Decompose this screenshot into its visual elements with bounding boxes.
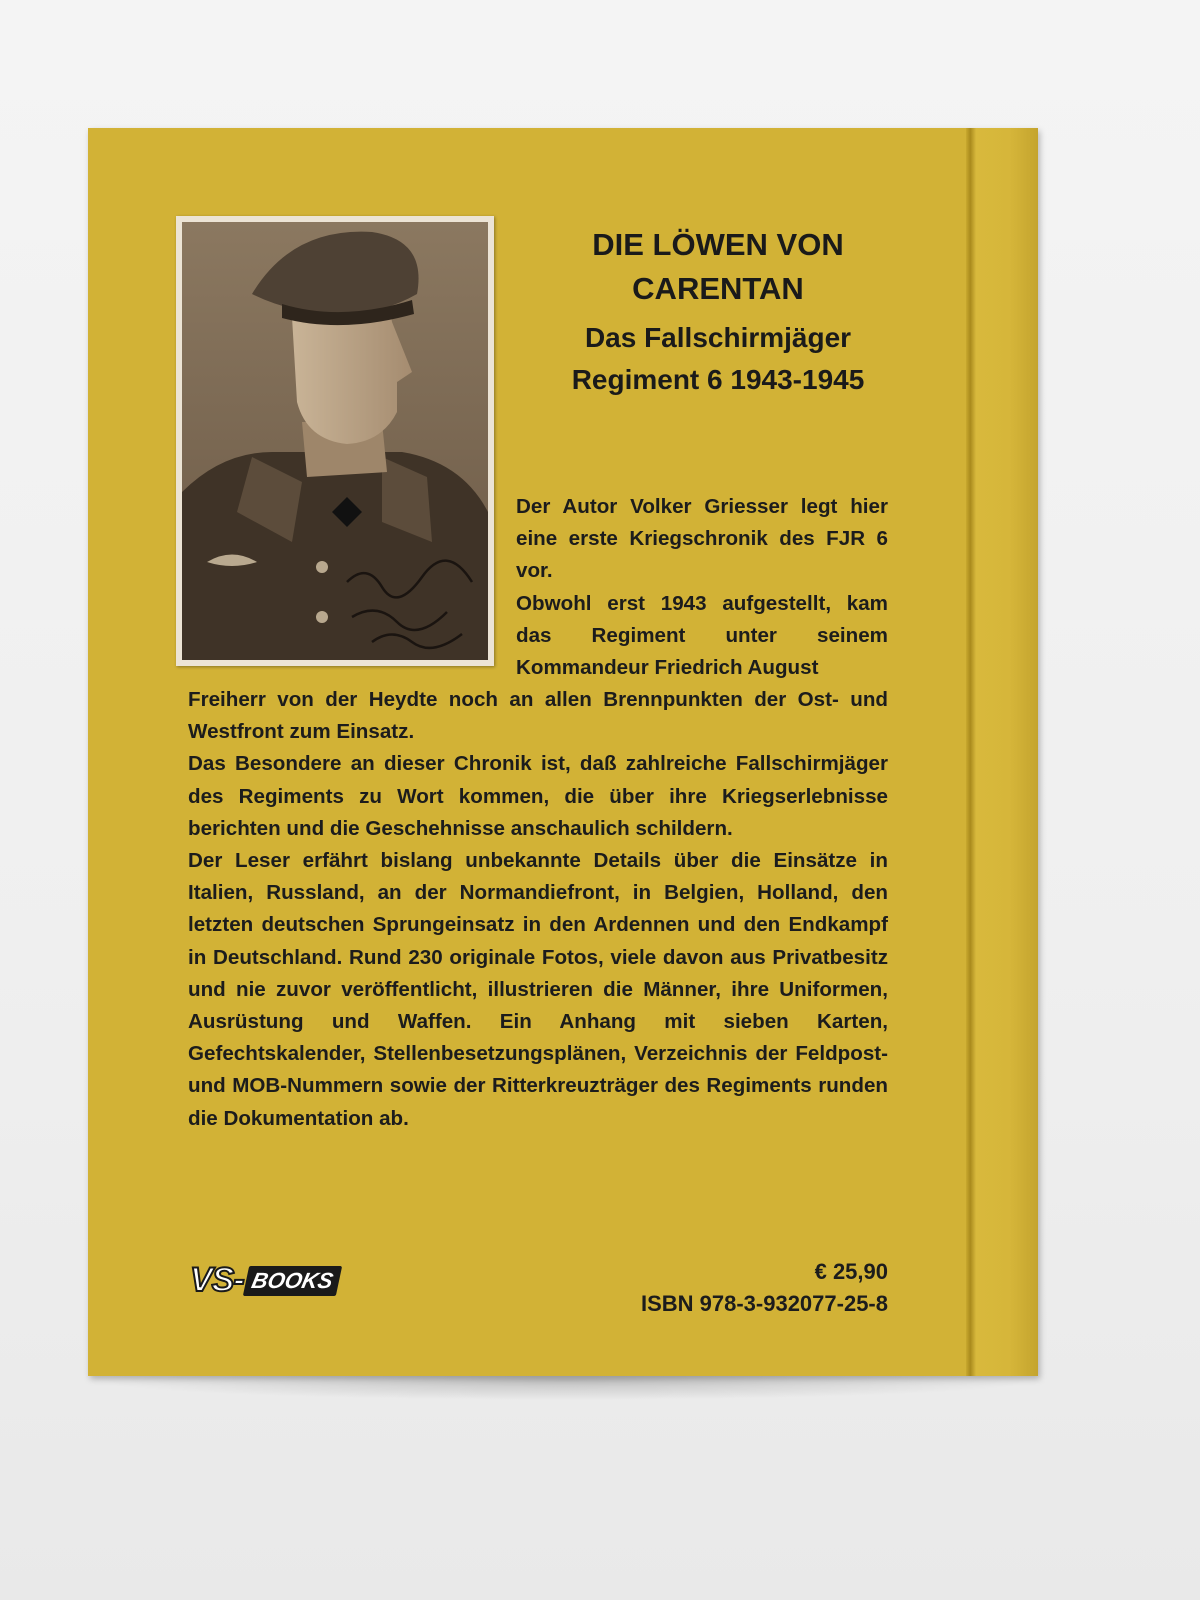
- portrait-photo: [176, 216, 494, 666]
- publisher-logo-vs: VS-: [190, 1261, 244, 1299]
- blurb-narrow: [516, 491, 888, 684]
- isbn: ISBN 978-3-932077-25-8: [640, 1291, 888, 1316]
- price-block: [641, 1256, 888, 1320]
- price: € 25,90: [814, 1259, 888, 1284]
- title-line-1: DIE LÖWEN VON: [592, 227, 844, 262]
- publisher-logo-books: BOOKS: [242, 1266, 341, 1296]
- blurb-paragraph: Der Leser erfährt bislang unbekannte Details über die Einsätze in Italien, Russland, an der Normandiefront, in Belgien, Holland, den letzten deutschen Sprungeinsatz in den Ardennen und den Endkampf in Deutschland. Rund 230 originale Fotos, viele davon aus Privatbesitz und nie zuvor veröffentlicht, illustrieren die Männer, ihre Uniformen, Ausrüstung und Waffen. Ein Anhang mit sieben Karten, Gefechtskalender, Stellenbesetzungsplänen, Verzeichnis der Feldpost- und MOB-Nummern sowie der Ritterkreuzträger des Regiments runden die Dokumentation ab.: [188, 849, 888, 1130]
- blurb-paragraph: Obwohl erst 1943 aufgestellt, kam das Regiment unter seinem Kommandeur Friedrich August: [516, 591, 888, 680]
- publisher-logo: [190, 1261, 338, 1300]
- subtitle-line-2: Regiment 6 1943-1945: [571, 364, 865, 395]
- book-title: [508, 223, 928, 401]
- blurb-paragraph: Das Besondere an dieser Chronik ist, daß zahlreiche Fallschirmjäger des Regiments zu Wort kommen, die über ihre Kriegserlebnisse berichten und die Geschehnisse anschaulich schildern.: [188, 752, 888, 840]
- title-line-2: CARENTAN: [632, 271, 804, 306]
- book-back-cover: [88, 128, 1038, 1376]
- blurb-wide: [188, 684, 888, 1135]
- portrait-photo-icon: [182, 222, 488, 660]
- book-spine: [966, 128, 1038, 1376]
- blurb-paragraph: Der Autor Volker Griesser legt hier eine erste Kriegschronik des FJR 6 vor.: [516, 495, 888, 583]
- blurb-paragraph: Freiherr von der Heydte noch an allen Brennpunkten der Ost- und Westfront zum Einsatz.: [188, 688, 888, 744]
- subtitle-line-1: Das Fallschirmjäger: [584, 322, 852, 353]
